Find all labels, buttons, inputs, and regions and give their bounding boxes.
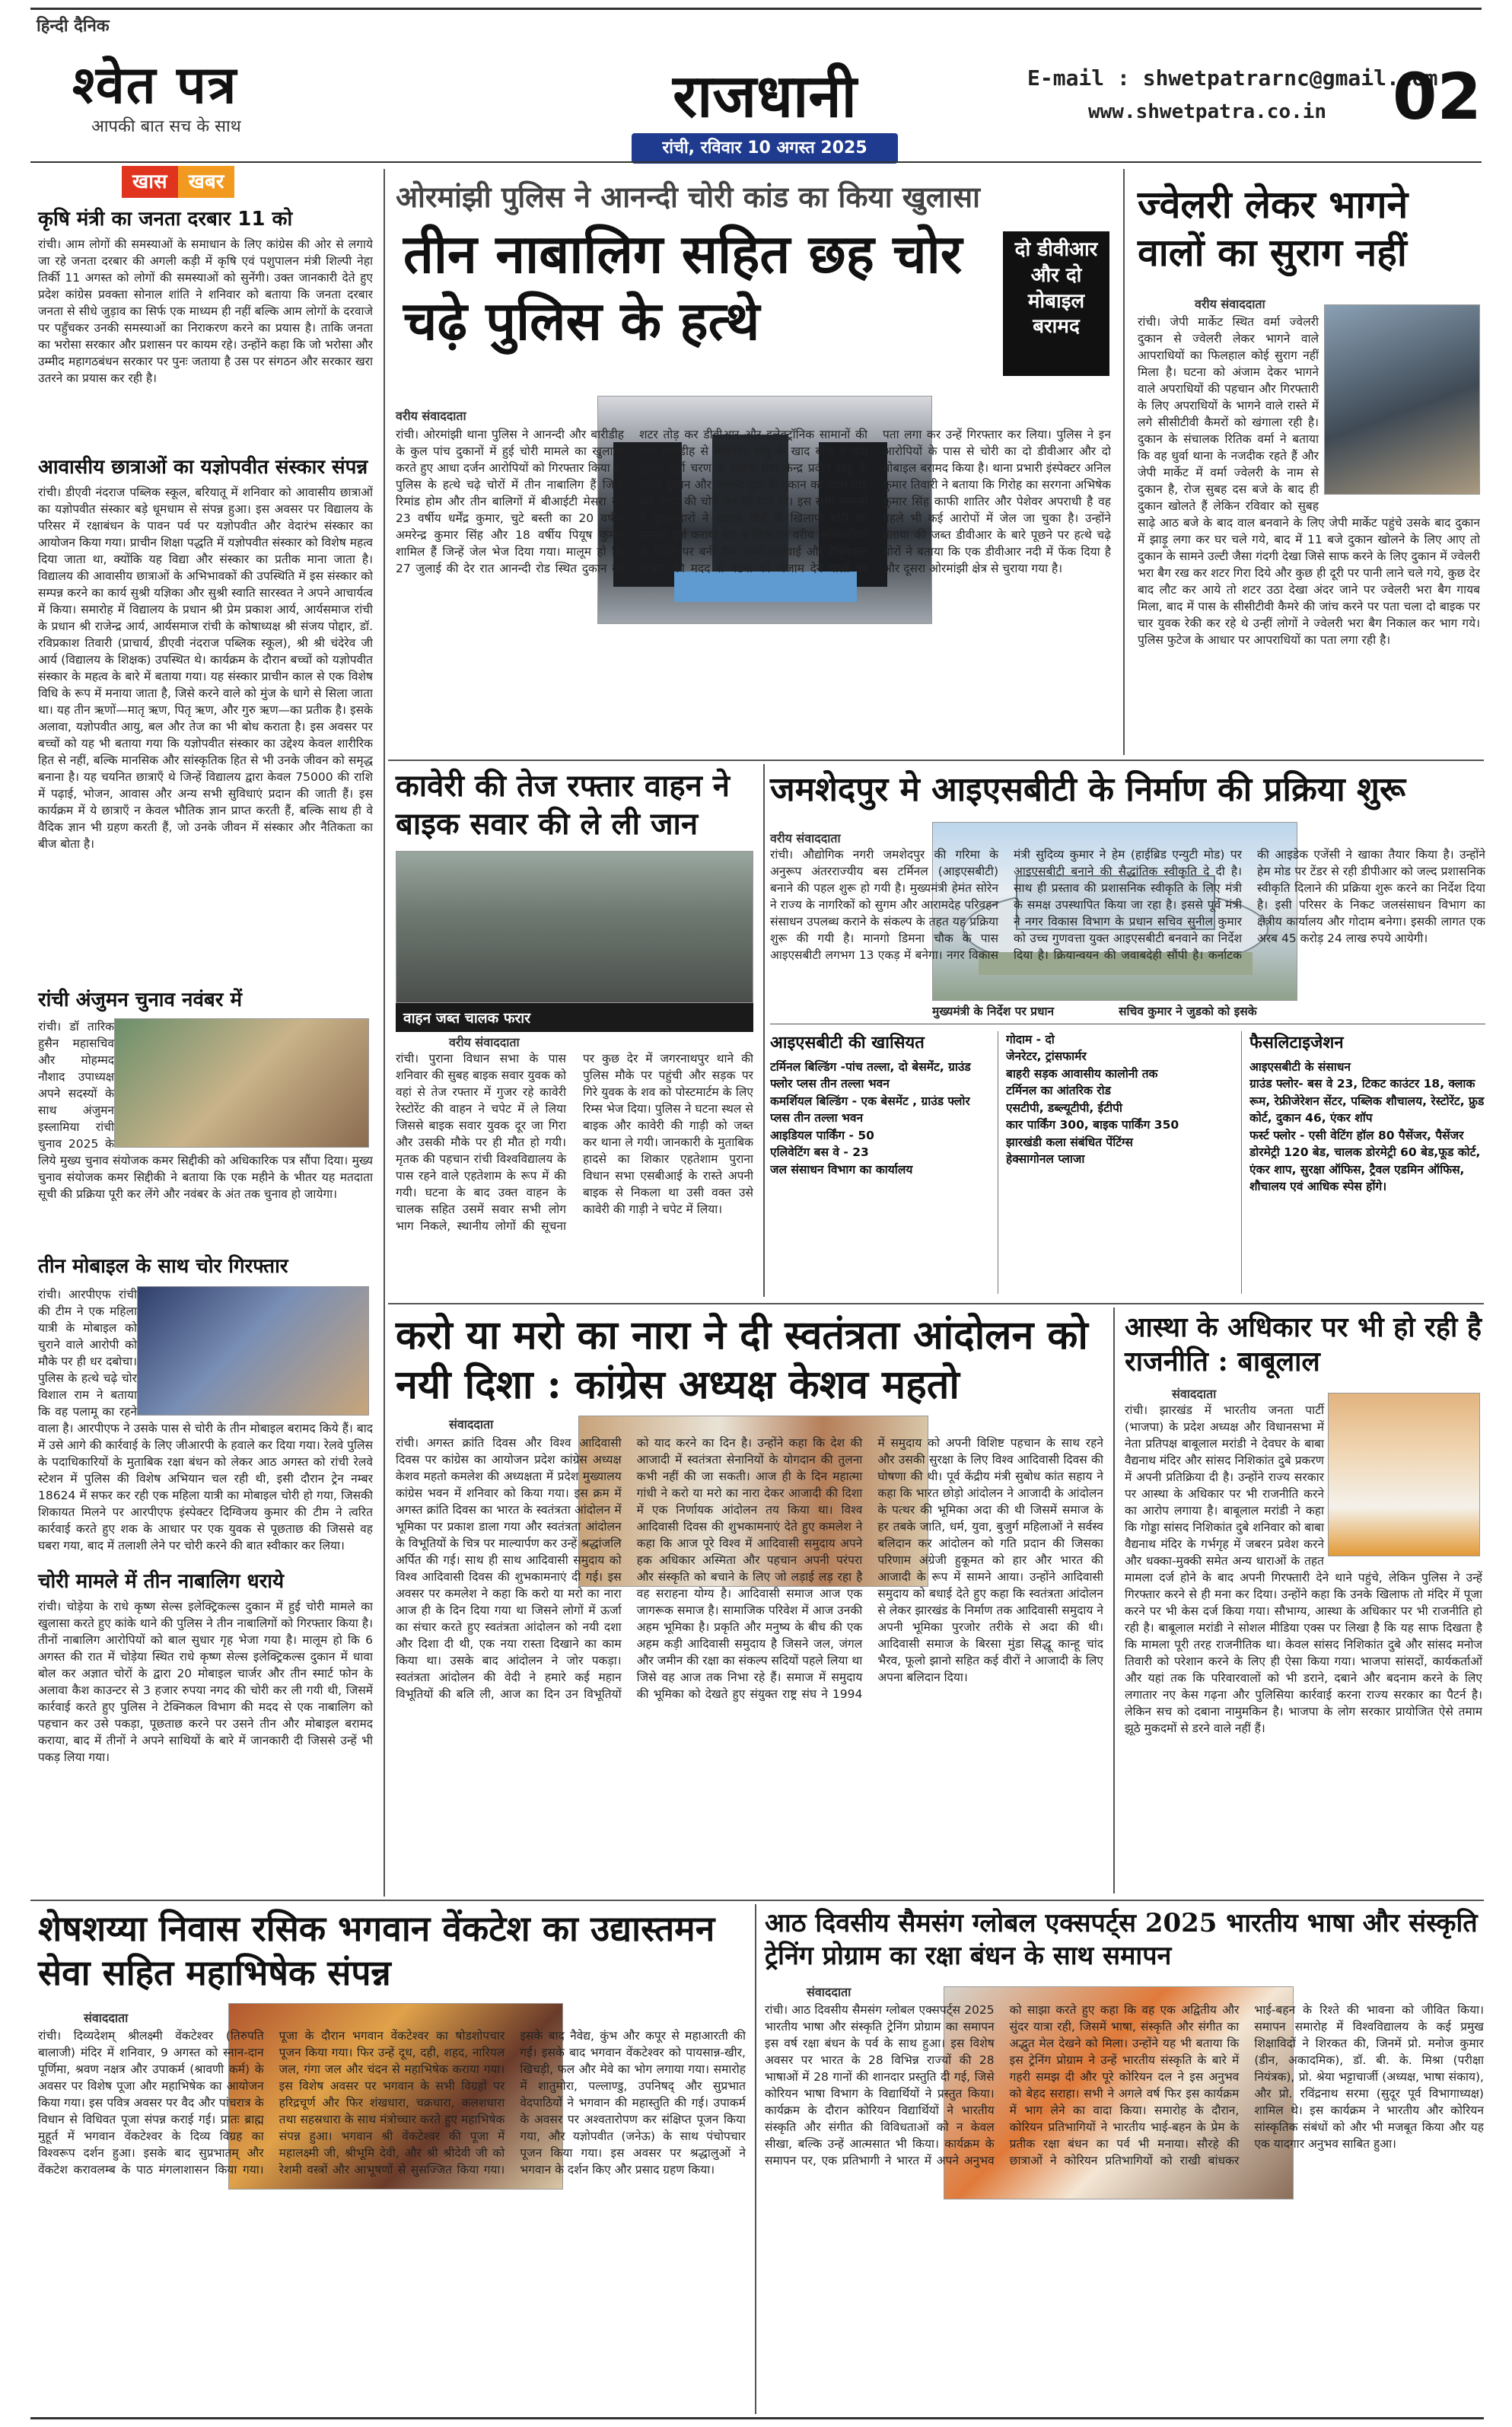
brief-body <box>38 1286 373 1560</box>
brief-headline: रांची अंजुमन चुनाव नवंबर में <box>38 989 242 1011</box>
brief-headline: चोरी मामले में तीन नाबालिग धराये <box>38 1570 285 1593</box>
story-body-text: रांची। अगस्त क्रांति दिवस और विश्व आदिवासी दिवस पर कांग्रेस का आयोजन प्रदेश कांग्रेस अध्यक्ष केशव महतो कमलेश की अध्यक्षता में प्रदेश मुख्यालय कांग्रेस भवन में शनिवार को किया गया। इस क्रम में अगस्त क्रांति दिवस का भारत के स्वतंत्रता आंदोलन में भूमिका पर प्रकाश डाला गया और स्वतंत्रता आंदोलन के विभूतियों के चित्र पर माल्यार्पण कर उन्हें श्रद्धांजलि अर्पित की गई। साथ ही साथ आदिवासी समुदाय को विश्व आदिवासी दिवस की शुभकामनाएं दी गई। इस अवसर पर कमलेश ने कहा कि करो या मरो का नारा आज ही के दिन दिया गया था जिसने लोगों में ऊर्जा का संचार करते हुए स्वतंत्रता आंदोलन को नयी दशा और दिशा दी थी, एक नया रास्ता दिखाने का काम किया था। उसके बाद आंदोलन ने जोर पकड़ा। स्वतंत्रता आंदोलन की वेदी ने हमारे कई महान विभूतियों की बलि ली, आज का दिन उन विभूतियों को याद करने का दिन है। उन्होंने कहा कि देश की आजादी में स्वतंत्रता सेनानियों के योगदान की तुलना कभी नहीं की जा सकती। आज ही के दिन महात्मा गांधी ने करो या मरो का नारा देकर आजादी की दिशा में एक निर्णायक आंदोलन तय किया था। विश्व आदिवासी दिवस की शुभकामनाएं देते हुए कमलेश ने कहा कि आज पूरे विश्व में आदिवासी समुदाय अपने हक अधिकार अस्मिता और पहचान अपनी परंपरा और संस्कृति को बचाने के लिए जो लड़ाई लड़ रहा है वह सराहना योग्य है। आदिवासी समाज आज एक जागरूक समाज है। सामाजिक परिवेश में आज उनकी अहम भूमिका है। प्रकृति और मनुष्य के बीच की एक अहम कड़ी आदिवासी समुदाय है जिसने जल, जंगल और जमीन की रक्षा का संकल्प सदियों पहले लिया था जिसे वह आज तक निभा रहे हैं। समाज में समुदाय की भूमिका को देखते हुए संयुक्त राष्ट्र संघ ने 1994 में समुदाय को अपनी विशिष्ट पहचान के साथ रहने और उसकी सुरक्षा के लिए विश्व आदिवासी दिवस की घोषणा की थी। पूर्व केंद्रीय मंत्री सुबोध कांत सहाय ने कहा कि भारत छोड़ो आंदोलन ने आजादी के आंदोलन के पत्थर की भूमिका अदा की थी जिसमें समाज के हर तबके जाति, धर्म, युवा, बुजुर्ग महिलाओं ने सर्वस्व बलिदान कर आंदोलन को गति प्रदान की जिसका परिणाम अंग्रेजी हुकूमत को हार और भारत की आजादी के रूप में सामने आया। उन्होंने आदिवासी समुदाय को बधाई देते हुए कहा कि स्वतंत्रता आंदोलन से लेकर झारखंड के निर्माण तक आदिवासी समुदाय ने अपनी भूमिका पुरजोर तरीके से अदा की थी। आदिवासी समाज के बिरसा मुंडा सिद्धू कान्हू चांद भैरव, फूलो झानो सहित कई वीरों ने आजादी के लिए अपना बलिदान दिया। <box>396 1436 1103 1701</box>
story-body <box>765 2002 1484 2409</box>
badge-part1: खास <box>122 166 178 198</box>
facility-line: ग्राउंड फ्लोर- बस वे 23, टिकट काउंटर 18, क्लाक रूम, रेफ्रीजेरेशन सेंटर, पब्लिक शौचालय, रेस्टोरेंट, फ्रुड कोर्ट, दुकान 46, एंकर शॉप <box>1249 1077 1485 1126</box>
godown-line: टर्मिनल का आंतरिक रोड <box>1006 1084 1111 1098</box>
brief-body: रांची। चोड़ेया के राधे कृष्ण सेल्स इलेक्ट्रिकल्स दुकान में हुई चोरी मामले का खुलासा करते हुए कांके थाने की पुलिस ने तीन नाबालिगों को गिरफ्तार किया है। तीनों नाबालिग आरोपियों को बाल सुधार गृह भेजा गया है। मालूम हो कि 6 अगस्त की रात में चोड़ेया स्थित राधे कृष्ण सेल्स इलेक्ट्रिकल्स दुकान में धावा बोल कर अज्ञात चोरों के द्वारा 20 मोबाइल चार्जर और तीन स्मार्ट फोन के अलावा कैश काउन्टर से 3 हजार रुपया नगद की चोरी कर ली गयी थी, जिसमें कार्रवाई करते हुए पुलिस ने टेक्निकल विभाग की मदद से एक नाबालिग को पहचान कर उसे पकड़ा, पूछताछ करने पर उसने तीन और मोबाइल बरामद कराया, बाद में तीनों ने अपने साथियों के बारे में जानकारी दी जिससे उन्हें भी पकड़ लिया गया। <box>38 1600 373 1764</box>
brief-headline: कृषि मंत्री का जनता दरबार 11 को <box>38 208 293 231</box>
godown-line: हेक्सागोनल प्लाजा <box>1006 1152 1085 1167</box>
facilities-title: फैसलिटाइजेशन <box>1249 1034 1344 1053</box>
email-address[interactable]: E-mail : shwetpatrarnc@gmail.com <box>1027 65 1438 91</box>
godown-line: एसटीपी, डब्ल्यूटीपी, ईटीपी <box>1006 1100 1122 1115</box>
column-divider <box>1113 1307 1115 1894</box>
page-number: 02 <box>1393 59 1482 134</box>
godown-line: कार पार्किंग 300, बाइक पार्किंग 350 <box>1006 1118 1179 1132</box>
feature-line: कमर्शियल बिल्डिंग - एक बेसमेंट , ग्राउंड फ्लोर प्लस तीन तल्ला भवन <box>770 1094 970 1126</box>
story-byline: संवाददाता <box>807 1985 851 1999</box>
newspaper-tagline: आपकी बात सच के साथ <box>91 117 241 136</box>
badge-part2: खबर <box>178 166 235 198</box>
photo-spacer <box>1319 314 1480 499</box>
story-headline: ज्वेलरी लेकर भागने वालों का सुराग नहीं <box>1138 182 1409 275</box>
brief-body <box>38 1018 373 1247</box>
isbt-godown-box <box>1006 1031 1242 1294</box>
photo-spacer <box>137 1286 373 1419</box>
isbt-facilities-box <box>1249 1031 1485 1294</box>
feature-line: आइडियल पार्किंग - 50 <box>770 1128 874 1142</box>
story-kicker: ओरमांझी पुलिस ने आनन्दी चोरी कांड का किया खुलासा <box>396 180 980 214</box>
godown-line: झारखंडी कला संबंधित पेंटिंग्स <box>1006 1135 1133 1149</box>
column-divider <box>384 169 385 1897</box>
section-divider <box>388 1303 1484 1304</box>
photo-caption-right: सचिव कुमार ने जुडको को इसके <box>1119 1005 1257 1018</box>
features-title: आइएसबीटी की खासियत <box>770 1034 925 1053</box>
section-title: राजधानी <box>673 62 857 131</box>
masthead-top-label: हिन्दी दैनिक <box>37 17 110 36</box>
dateline: रांची, रविवार 10 अगस्त 2025 <box>632 133 898 164</box>
isbt-features-box <box>770 1031 998 1294</box>
column-divider <box>755 1904 756 2414</box>
photo-spacer <box>1324 1402 1482 1562</box>
bottom-rule <box>30 2417 1484 2419</box>
story-byline: वरीय संवाददाता <box>1195 297 1265 311</box>
photo-spacer <box>114 1018 373 1151</box>
top-rule <box>30 8 1482 10</box>
masthead-bottom-rule <box>30 161 1482 163</box>
story-body-text: रांची। दिव्यदेशम् श्रीलक्ष्मी वेंकटेश्वर (तिरुपति बालाजी) मंदिर में शनिवार, 9 अगस्त को स्नान-दान पूर्णिमा, श्रवण नक्षत्र और उपाकर्म (श्रावणी कर्म) के अवसर पर विशेष पूजा और महाभिषेक का आयोजन किया गया। इस पवित्र अवसर पर वैद और पांचरात्र के विधान से विधिवत पूजा संपन्न कराई गई। प्रातः ब्राह्म मुहूर्त में भगवान वेंकटेश्वर के दिव्य विग्रह का विश्वरूप दर्शन हुआ। इसके बाद सुप्रभातम् और वेंकटेश करावलम्ब के पाठ मंगलाशासन किया गया। पूजा के दौरान भगवान वेंकटेश्वर का षोडशोपचार पूजन किया गया। फिर उन्हें दूध, दही, शहद, नारियल जल, गंगा जल और चंदन से महाभिषेक कराया गया। इस विशेष अवसर पर भगवान के सभी विग्रहों पर हरिद्रचूर्ण और फिर शंखधारा, चक्रधारा, कलशधारा तथा सहस्रधारा के साथ मंत्रोच्चार करते हुए महाभिषेक संपन्न हुआ। भगवान श्री वेंकटेश्वर की पूजा में महालक्ष्मी जी, श्रीभूमि देवी, और श्री श्रीदेवी जी को रेशमी वस्त्रों और आभूषणों से सुसज्जित किया गया। इसके बाद नैवेद्य, कुंभ और कपूर से महाआरती की गई। इसके बाद भगवान वेंकटेश्वर को पायसान्न-खीर, खिचड़ी, फल और मेवे का भोग लगाया गया। समारोह में शातुमोरा, पल्लाण्डु, उपनिषद् और सुप्रभात वेदपाठियों ने भगवान की महास्तुति की गई। उपाकर्म के अवसर पर अश्वतारोपण कर संक्षिप्त पूजन किया गया, और यज्ञोपवीत (जनेऊ) के साथ पंचोपचार पूजन किया गया। इस अवसर पर श्रद्धालुओं ने भगवान के दर्शन किए और प्रसाद ग्रहण किया। <box>38 2029 746 2177</box>
story-byline: वरीय संवाददाता <box>449 1035 520 1049</box>
story-byline: वरीय संवाददाता <box>770 831 841 846</box>
story-headline: आस्था के अधिकार पर भी हो रही है राजनीति : बाबूलाल <box>1125 1311 1482 1378</box>
brief-body-text: रांची। डॉ तारिक हुसैन महासचिव और मोहम्मद नौशाद उपाध्यक्ष अपने सदस्यों के साथ अंजुमन इस्लामिया रांची चुनाव 2025 के लिये मुख्य चुनाव संयोजक कमर सिद्दीकी को अधिकारिक पत्र सौंपा दिया। मुख्य चुनाव संयोजक कमर सिद्दीकी ने बताया कि एक महीने के भीतर यह मतदाता सूची की प्रक्रिया पूरी कर लेंगे और नवंबर के अंत तक चुनाव हो जायेगा। <box>38 1020 373 1201</box>
godown-line: बाहरी सड़क आवासीय कालोनी तक <box>1006 1066 1158 1081</box>
story-body <box>396 426 1111 746</box>
column-divider <box>763 764 765 1297</box>
facility-line: फर्स्ट फ्लोर - एसी वेटिंग हॉल 80 पैसेंजर, पैसेंजर डोरमेट्री 120 बेड, चालक डोरमेट्री 60 बेड,फूड कोर्ट, एंकर शाप, सुरक्षा ऑफिस, ट्रैवल एडमिन ऑफिस, शौचालय एवं आधिक स्पेस होंगे। <box>1249 1128 1481 1194</box>
column-divider <box>1123 169 1125 755</box>
photo-caption: वाहन जब्त चालक फरार <box>396 1003 753 1032</box>
godown-line: जेनरेटर, ट्रांसफार्मर <box>1006 1049 1087 1064</box>
brief-body: रांची। आम लोगों की समस्याओं के समाधान के लिए कांग्रेस की ओर से लगाये जा रहे जनता दरबार की अगली कड़ी में कृषि एवं पशुपालन मंत्री शिल्पी नेहा तिर्की 11 अगस्त को लोगों की समस्याओं को सुनेंगी। उक्त जानकारी देते हुए प्रदेश कांग्रेस प्रवक्ता सोनाल शांति ने शनिवार को बताया कि जनता दरबार जनता से सीधे जुड़ाव का सिर्फ एक माध्यम ही नहीं बल्कि आम लोगों के दरवाजे पर पहुँचकर उनकी समस्याओं का निराकरण करने का प्रयास है। ताकि जनता का भरोसा सरकार और प्रशासन पर कायम रहे। उन्होंने कहा कि जो भरोसा और उम्मीद महागठबंधन सरकार पर पुनः जताया है उस पर संगठन और सरकार खरा उतरने का प्रयास कर रही है। <box>38 237 373 385</box>
feature-line: एलिवेटिंग बस वे - 23 <box>770 1145 869 1160</box>
story-byline: संवाददाता <box>449 1417 494 1432</box>
story-headline: तीन नाबालिग सहित छह चोर चढ़े पुलिस के हत्थे <box>403 222 963 352</box>
feature-line: टर्मिनल बिल्डिंग -पांच तल्ला, दो बेसमेंट, ग्राउंड फ्लोर प्लस तीन तल्ला भवन <box>770 1059 971 1091</box>
story-byline: संवाददाता <box>84 2011 129 2025</box>
story-body-text: रांची। झारखंड में भारतीय जनता पार्टी (भाजपा) के प्रदेश अध्यक्ष और विधानसभा में नेता प्रतिपक्ष बाबूलाल मरांडी ने देवघर के बाबा वैद्यनाथ मंदिर और सांसद निशिकांत दुबे प्रकरण में अपनी प्रतिक्रिया दी है। उन्होंने राज्य सरकार पर आस्था के अधिकार पर भी राजनीति करने का आरोप लगाया है। बाबूलाल मरांडी ने कहा कि गोड्डा सांसद निशिकांत दुबे शनिवार को बाबा वैद्यनाथ मंदिर के गर्भगृह में जबरन प्रवेश करने और धक्का-मुक्की समेत अन्य धाराओं के तहत मामला दर्ज होने के बाद अपनी गिरफ्तारी देने थाने पहुंचे, लेकिन पुलिस ने उन्हें गिरफ्तार करने से ही मना कर दिया। उन्होंने कहा कि उनके खिलाफ तो मंदिर में पूजा करने पर भी केस दर्ज किया गया। सौभाग्य, आस्था के अधिकार पर भी राजनीति हो रही है। बाबूलाल मरांडी ने सोशल मीडिया एक्स पर लिखा है कि यह साफ दिखता है कि मामला पूरी तरह राजनीतिक था। केवल सांसद निशिकांत दुबे और सांसद मनोज तिवारी को परेशान करने के लिए ही ऐसा किया गया। भाजपा सांसदों, कार्यकर्ताओं और यहां तक कि परिवारवालों को भी डराने, दबाने और बदनाम करने के लिए लगातार नए केस गढ़ना और पुलिसिया कार्रवाई करना राज्य सरकार का पैटर्न है। लेकिन सच को दबाना नामुमकिन है। भाजपा के लोग सरकार प्रायोजित ऐसे तमाम झूठे मुकदमों से डरने वाले नहीं हैं। <box>1125 1403 1482 1735</box>
story-headline: जमशेदपुर मे आइएसबीटी के निर्माण की प्रक्रिया शुरू <box>770 770 1406 809</box>
godown-line: गोदाम - दो <box>1006 1033 1055 1046</box>
story-body: रांची। पुराना विधान सभा के पास शनिवार की सुबह बाइक सवार युवक को वहां से तेज रफ्तार में गुजर रहे कावेरी रेस्टोरेंट की वाहन ने चपेट में ले लिया जिससे बाइक सवार युवक दूर जा गिरा और उसकी मौके पर ही मौत हो गयी। मृतक की पहचान रांची विश्वविद्यालय के पास रहने वाले एहतेशाम के रूप में की गयी। घटना के बाद उक्त वाहन के चालक सहित उसमें सवार सभी लोग भाग निकले, स्थानीय लोगों की सूचना पर कुछ देर में जगरनाथपुर थाने की पुलिस मौके पर पहुंची और सड़क पर गिरे युवक के शव को पोस्टमार्टम के लिए रिम्स भेज दिया। पुलिस ने घटना स्थल से बाइक और कावेरी की गाड़ी को जब्त कर थाना ले गयी। जानकारी के मुताबिक हादसे का शिकार एहतेशाम पुराना विधान सभा एसबीआई के रास्ते अपनी बाइक से निकला था उसी वक्त उसे कावेरी की गाड़ी ने चपेट में लिया। <box>396 1052 753 1233</box>
story-headline: शेषशय्या निवास रसिक भगवान वेंकटेश का उद्यास्तमन सेवा सहित महाभिषेक संपन्न <box>38 1908 715 1993</box>
brief-headline: आवासीय छात्राओं का यज्ञोपवीत संस्कार संपन्न <box>38 456 368 479</box>
story-body-text: रांची। आठ दिवसीय सैमसंग ग्लोबल एक्सपर्ट्स 2025 भारतीय भाषा और संस्कृति ट्रेनिंग प्रोग्राम का समापन इस वर्ष रक्षा बंधन के पर्व के साथ हुआ। इस विशेष अवसर पर भारत के 28 विभिन्न राज्यों की 28 भाषाओं में 28 गानों की शानदार प्रस्तुति दी गई, जिसे कोरियन भाषा विभाग के विद्यार्थियों ने प्रस्तुत किया। कार्यक्रम के दौरान कोरियन विद्यार्थियों ने भारतीय संस्कृति और संगीत की विविधताओं को न केवल सीखा, बल्कि उन्हें आत्मसात भी किया। कार्यक्रम के समापन पर, एक प्रतिभागी ने भारत में अपने अनुभव को साझा करते हुए कहा कि वह एक अद्वितीय और सुंदर यात्रा रही, जिसमें भाषा, संस्कृति और संगीत का अद्भुत मेल देखने को मिला। उन्होंने यह भी बताया कि इस ट्रेनिंग प्रोग्राम ने उन्हें भारतीय संस्कृति के बारे में गहरी समझ दी और पूरे कोरियन दल ने इस अनुभव को बेहद सराहा। सभी ने अगले वर्ष फिर इस कार्यक्रम में भाग लेने का वादा किया। समारोह के दौरान, कोरियन प्रतिभागियों ने भारतीय भाई-बहन के प्रेम के प्रतीक रक्षा बंधन का पर्व भी मनाया। सौरहे की छात्राओं ने कोरियन प्रतिभागियों को राखी बांधकर भाई-बहन के रिश्ते की भावना को जीवित किया। समापन समारोह में विश्वविद्यालय के कई प्रमुख शिक्षाविदों ने शिरकत की, जिनमें प्रो. मनोज कुमार (डीन, अकादमिक), डॉ. बी. के. मिश्रा (परीक्षा नियंत्रक), प्रो. श्रेया भट्टाचार्जी (अध्यक्ष, भाषा संकाय), और प्रो. रविंद्रनाथ सरमा (सुदूर पूर्व विभागाध्यक्ष) शामिल थे। इस कार्यक्रम ने भारतीय और कोरियन सांस्कृतिक संबंधों को और भी मजबूत किया और यह एक यादगार अनुभव साबित हुआ। <box>765 2003 1484 2167</box>
story-headline: करो या मरो का नारा ने दी स्वतंत्रता आंदोलन को नयी दिशा : कांग्रेस अध्यक्ष केशव महतो <box>396 1312 1088 1408</box>
story-body <box>1125 1402 1482 1889</box>
photo-caption-left: मुख्यमंत्री के निर्देश पर प्रधान <box>932 1005 1055 1018</box>
facility-line: आइएसबीटी के संसाधन <box>1249 1059 1351 1074</box>
story-body <box>38 2027 746 2408</box>
section-divider <box>388 760 1484 761</box>
brief-headline: तीन मोबाइल के साथ चोर गिरफ्तार <box>38 1255 288 1278</box>
brief-body: रांची। डीएवी नंदराज पब्लिक स्कूल, बरियातू में शनिवार को आवासीय छात्राओं का यज्ञोपवीत संस्कार बड़े धूमधाम से संपन्न हुआ। इस अवसर पर विद्यालय के परिसर में रक्षाबंधन के पावन पर्व पर यज्ञोपवीत और वेदारंभ संस्कार का आयोजन किया गया। प्राचीन शिक्षा पद्धति में यज्ञोपवीत संस्कार को विशेष महत्व दिया जाता था, क्योंकि यह विद्या और संस्कार का प्रतीक माना जाता है। विद्यालय की आवासीय छात्राओं के अभिभावकों की उपस्थिति में इस संस्कार को सम्पन्न करने का कार्य सुश्री यज्ञिका और सुश्री स्वाति सारस्वत ने अपने आचार्यत्व में किया। समारोह में विद्यालय के प्रधान श्री प्रेम प्रकाश आर्य, आर्यसमाज रांची के प्रधान श्री राजेन्द्र आर्य, आर्यसमाज रांची के कोषाध्यक्ष श्री संजय पोद्दार, डॉ. रविप्रकाश तिवारी (प्राचार्य, डीएवी नंदराज पब्लिक स्कूल), श्री श्री चंदेरेव जी आर्य (विद्यालय के शिक्षक) उपस्थित थे। कार्यक्रम के दौरान बच्चों को यज्ञोपवीत संस्कार के महत्व के बारे में बताया गया। यह संस्कार प्राचीन काल से एक विशेष विधि के रूप में मनाया जाता है, जिसे करने वाले को मुंज के धागे से सिला जाता था। यह तीन ऋणों—मातृ ऋण, पितृ ऋण, और गुरु ऋण—का प्रतीक है। इसके अलावा, यज्ञोपवीत आयु, बल और तेज का भी बोध कराता है। इस अवसर पर बच्चों को यह भी बताया गया कि यज्ञोपवीत संस्कार का उद्देश्य केवल शारीरिक हित से नहीं, बल्कि मानसिक और सांस्कृतिक हित से भी उनके जीवन को समृद्ध बनाना है। यह चयनित छात्राएँ थे जिन्हें विद्यालय द्वारा केवल 75000 की राशि में पढ़ाई, भोजन, आवास और अन्य सभी सुविधाएं प्रदान की जाती हैं। इस कार्यक्रम में ये छात्राएँ न केवल भौतिक ज्ञान प्राप्त करती हैं, बल्कि साथ ही वे वैदिक ज्ञान भी ग्रहण करती हैं, जो उनके जीवन में संस्कार और नैतिकता का बीज बोता है। <box>38 486 373 851</box>
story-body-text: रांची। जेपी मार्केट स्थित वर्मा ज्वेलरी दुकान से ज्वेलरी लेकर भागने वाले आपराधियों का फिलहाल कोई सुराग नहीं मिला है। घटना को अंजाम देकर भागने वाले अपराधियों की पहचान और गिरफ्तारी के लिए अपराधियों के भागने वाले रास्ते में लगे सीसीटीवी कैमरों को खंगाला रही है। दुकान के संचालक रितिक वर्मा ने बताया कि वह धुर्वा थाना के नजदीक रहते हैं और जेपी मार्केट में वर्मा ज्वेलरी के नाम से दुकान है, रोज सुबह दस बजे के बाद ही दुकान खोलते हैं लेकिन रविवार को सुबह साढ़े आठ बजे के बाद वाल बनवाने के लिए जेपी मार्केट पहुंचे उसके बाद दुकान में झाड़ू लगा कर घर चले गये, बाद में 11 बजे दुकान खोलने के लिए आए तो दुकान के सामने उल्टी जैसा गंदगी देखा जिसे साफ करने के लिए दुकान में ज्वेलरी भरा बैग रख कर शटर गिरा दिये और कुछ ही दूरी पर पानी लाने चले गये, कुछ देर बाद लौट कर आये तो शटर उठा देखा अंदर जाने पर ज्वेलरी भरा बैग गायब मिला, बाद में पास के सीसीटीवी कैमरे की जांच करने पर पता चला दो बाइक पर चार युवक रेकी कर रहे थे उन्हीं लोगों ने ज्वेलरी भरा बैग निकाल कर भाग गये। पुलिस फुटेज के आधार पर आपराधियों का पता लगा रही है। <box>1138 315 1480 647</box>
story-body-text: रांची। ओरमांझी थाना पुलिस ने आनन्दी और बारीडीह के कुल पांच दुकानों में हुई चोरी मामले का खुलासा करते हुए आधा दर्जन आरोपियों को गिरफ्तार किया है, पुलिस के हत्थे चढ़े चोरों में तीन नाबालिग हैं जिन्हें रिमांड होम और तीन बालिगों में बीआईटी मेसरा का 23 वर्षीय धर्मेंद्र कुमार, चुटे बस्ती का 20 वर्षीय अमरेन्द्र कुमार सिंह और 18 वर्षीय पियूष कुमार शामिल हैं जिन्हें जेल भेज दिया गया। मालूम हो कि 27 जुलाई की देर रात आनन्दी रोड स्थित दुकान का शटर तोड़ कर डीवीआर और इलेक्ट्रॉनिक सामानों की और बारीडीह से बालेश्वर साहु के खाद बीज व दवा दुकान दुर्गा चरण के ग्राहक सेवा केन्द्र प्रदीप साहू के राशन दुकान और आनन्द मुंडा के दुकान का ताला तोड़ कर नगदी की चोरी कर ली गयी थी। इस सभी मामलों में दुकानदारों ने अज्ञात चोरों के खिलाफ चोरी का मामला दर्ज कराया था। व जिस पर वरीय अधिकारियों के निर्देश पर बनी टीम अपने कार्रवाई और टेक्निकल विभाग की मदद से घटना को अंजाम देने वालों का पता लगा कर उन्हें गिरफ्तार कर लिया। पुलिस ने इन आरोपियों के पास से चोरी का दो डीवीआर और दो मोबाइल बरामद किया है। थाना प्रभारी इंस्पेक्टर अनिल कुमार तिवारी ने बताया कि गिरोह का सरगना अभिषेक कुमार सिंह काफी शातिर और पेशेवर अपराधी है वह पहले भी कई आरोपों में जेल जा चुका है। उन्होंने बताया की जब्त डीवीआर के बारे पूछने पर हत्थे चढ़े चोरों ने बताया कि एक डीवीआर नदी में फेंक दिया है और दूसरा ओरमांझी क्षेत्र से चुराया गया है। <box>396 428 1111 575</box>
story-headline: कावेरी की तेज रफ्तार वाहन ने बाइक सवार की ले ली जान <box>396 768 730 842</box>
story-headline: आठ दिवसीय सैमसंग ग्लोबल एक्सपर्ट्स 2025 भारतीय भाषा और संस्कृति ट्रेनिंग प्रोग्राम का रक्षा बंधन के साथ समापन <box>765 1908 1478 1971</box>
feature-line: जल संसाधन विभाग का कार्यालय <box>770 1162 913 1177</box>
website-link[interactable]: www.shwetpatra.co.in <box>1088 100 1327 123</box>
brief-body-text: रांची। आरपीएफ रांची की टीम ने एक महिला यात्री के मोबाइल को चुराने वाले आरोपी को मौके पर ही धर दबोचा। पुलिस के हत्थे चढ़े चोर विशाल राम ने बताया कि वह पलामू का रहने वाला है। आरपीएफ ने उसके पास से चोरी के तीन मोबाइल बरामद किये हैं। बाद में उसे आगे की कार्रवाई के लिए जीआरपी के हवाले कर दिया गया। रेलवे पुलिस के पदाधिकारियों के मुताबिक रक्षा बंधन को लेकर आठ अगस्त को रांची रेलवे स्टेशन में पुलिस की विशेष अभियान चल रही थी, इसी दौरान ट्रेन नम्बर 18624 में सफर कर रही एक महिला यात्री का मोबाइल चोरी हो गया, जिसकी शिकायत मिलने पर आरपीएफ इंस्पेक्टर दिग्विजय कुमार की टीम ने त्वरित कार्रवाई करते हुए शक के आधार पर एक युवक से पूछताछ की जिससे वह घबरा गया, बाद में तलाशी लेने पर चोरी करने की बात स्वीकार कर लिया। <box>38 1288 373 1553</box>
story-body <box>770 846 1485 1018</box>
section-divider <box>30 1900 1484 1901</box>
story-byline: संवाददाता <box>1172 1387 1217 1401</box>
story-body <box>396 1435 1103 1891</box>
story-byline: वरीय संवाददाता <box>396 409 466 423</box>
khas-khabar-badge <box>122 166 234 198</box>
story-body <box>1138 314 1480 751</box>
story-sidebox: दो डीवीआर और दो मोबाइल बरामद <box>1003 231 1109 376</box>
accident-photo <box>396 851 753 1003</box>
story-body-text: रांची। औद्योगिक नगरी जमशेदपुर की गरिमा के अनुरूप अंतरराज्यीय बस टर्मिनल (आइएसबीटी) बनाने की पहल शुरू हो गयी है। मुख्यमंत्री हेमंत सोरेन ने राज्य के नागरिकों को सुगम और आरामदेह परिवहन संसाधन उपलब्ध कराने के संकल्प के तहत यह प्रक्रिया शुरू की गयी है। मानगो डिमना चौक के पास आइएसबीटी लगभग 13 एकड़ में बनेगा। नगर विकास मंत्री सुदिव्य कुमार ने हेम (हाईब्रिड एन्युटी मोड) पर आइएसबीटी बनाने की सैद्धांतिक स्वीकृति दे दी है। साथ ही प्रस्ताव की प्रशासनिक स्वीकृति के लिए मंत्री के समक्ष उपस्थापित किया जा रहा है। इससे पूर्व मंत्री ने नगर विकास विभाग के प्रधान सचिव सुनील कुमार को उच्च गुणवत्ता युक्त आइएसबीटी बनवाने का निर्देश दिया है। क्रियान्वयन की जवाबदेही सौंपी है। कर्नाटक की आइडेक एजेंसी ने खाका तैयार किया है। उन्होंने हेम मोड पर टेंडर से रही डीपीआर को जल्द प्रशासनिक स्वीकृति दिलाने की प्रक्रिया शुरू करने का निर्देश दिया है। इसी परिसर के निकट जलसंसाधन विभाग का क्षेत्रीय कार्यालय और गोदाम बनेगा। इसकी लागत एक अरब 45 करोड़ 24 लाख रुपये आयेगी। <box>770 848 1485 962</box>
newspaper-title: श्वेत पत्र <box>72 55 238 116</box>
